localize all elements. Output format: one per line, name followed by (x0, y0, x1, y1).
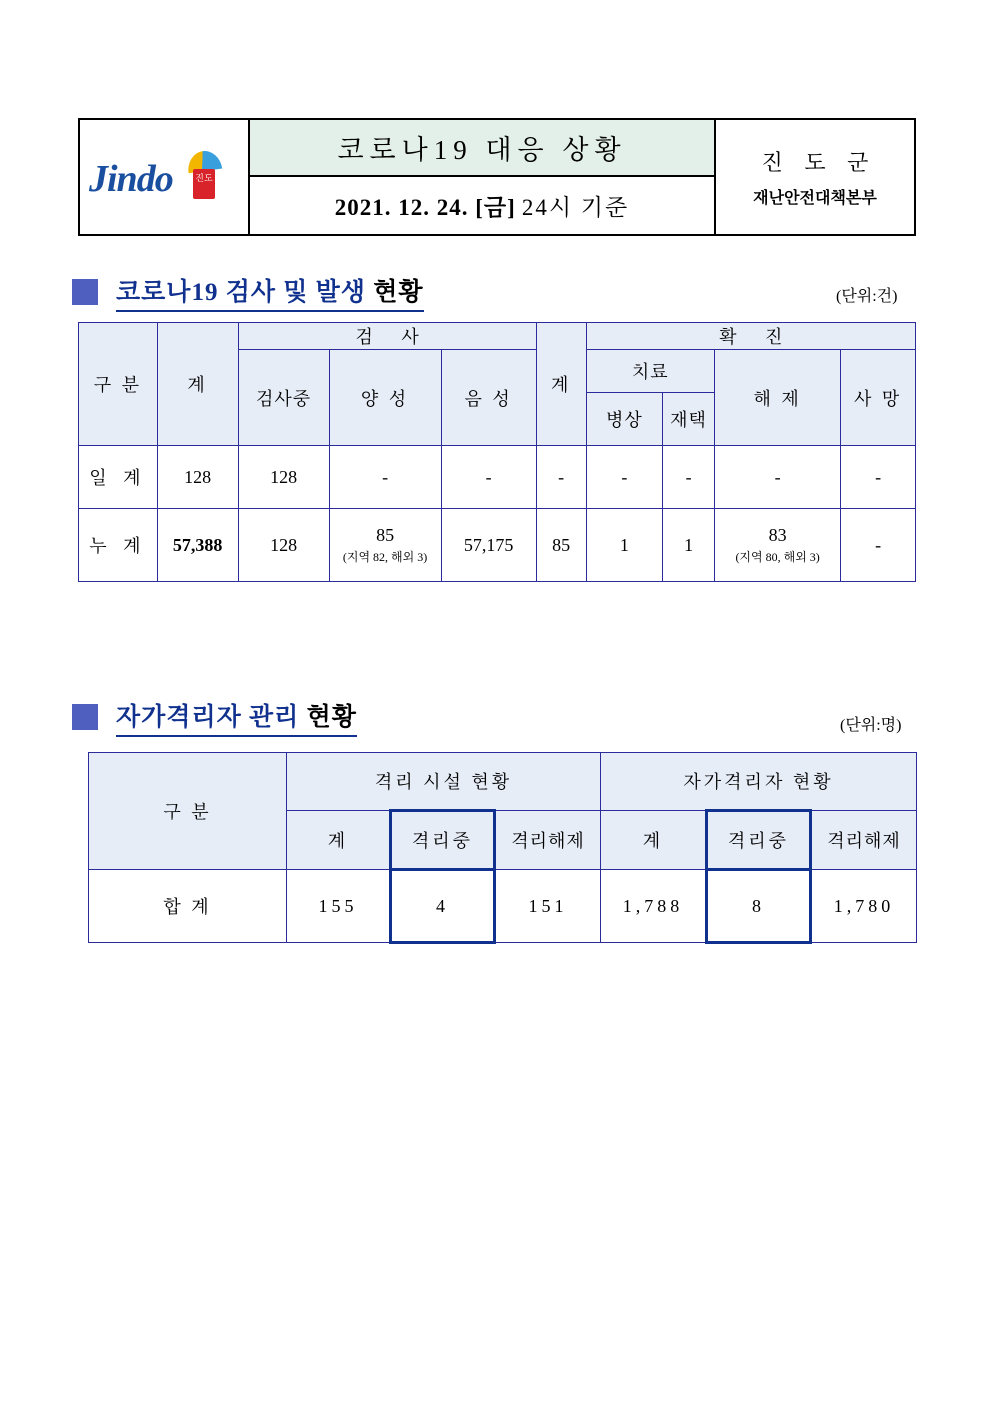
section1-title: 코로나19 검사 및 발생 현황 (116, 272, 424, 312)
cell-cum-positive-note: (지역 82, 해외 3) (342, 550, 428, 564)
th-confirm-group: 확 진 (586, 323, 915, 350)
issuer-org: 진 도 군 (761, 150, 877, 175)
logo-badge-icon (193, 169, 215, 199)
cell-cum-total: 57,388 (157, 509, 238, 582)
logo-text: Jindo (89, 158, 173, 200)
th-home: 재택 (663, 393, 715, 446)
th-testing: 검사중 (238, 350, 329, 446)
cell-cum-confirm-total: 85 (536, 509, 586, 582)
cell-cum-release-note: (지역 80, 해외 3) (735, 550, 820, 564)
cell-cum-release (714, 509, 840, 582)
th-confirm-total: 계 (536, 323, 586, 446)
cell-cum-negative: 57,175 (441, 509, 536, 582)
row-label-cumulative: 누 계 (79, 509, 158, 582)
report-date: 2021. 12. 24. [금] (334, 195, 516, 220)
th-self-group: 자가격리자 현황 (601, 753, 917, 811)
th-bed: 병상 (586, 393, 663, 446)
cell-cum-positive (329, 509, 441, 582)
cell-cum-home: 1 (663, 509, 715, 582)
table-row (79, 509, 916, 582)
cell-facility-total: 155 (287, 870, 391, 943)
cell-cum-bed: 1 (586, 509, 663, 582)
jindo-logo (89, 147, 239, 207)
cell-self-released: 1,780 (811, 870, 917, 943)
cell-daily-home: - (663, 446, 715, 509)
th-facility-total: 계 (287, 811, 391, 870)
th-facility-isolating: 격리중 (391, 811, 495, 870)
th-total: 계 (157, 323, 238, 446)
cell-facility-isolating: 4 (391, 870, 495, 943)
cell-daily-total: 128 (157, 446, 238, 509)
cell-cum-death: - (841, 509, 916, 582)
quarantine-status-table (88, 752, 917, 944)
cell-daily-death: - (841, 446, 916, 509)
cell-daily-positive: - (329, 446, 441, 509)
th-gubun: 구 분 (79, 323, 158, 446)
th-death: 사 망 (841, 350, 916, 446)
cell-self-isolating: 8 (707, 870, 811, 943)
section2-bullet-icon (72, 704, 98, 730)
header-issuer (716, 120, 914, 234)
report-time-basis: 24시 기준 (521, 195, 630, 220)
th-facility-group: 격리 시설 현황 (287, 753, 601, 811)
table-header-row (79, 323, 916, 350)
header-center (250, 120, 716, 234)
cell-daily-confirm-total: - (536, 446, 586, 509)
th-facility-released: 격리해제 (495, 811, 601, 870)
section1-bullet-icon (72, 279, 98, 305)
th-test-group: 검 사 (238, 323, 536, 350)
cell-cum-positive-value: 85 (376, 525, 395, 545)
table-row (89, 870, 917, 943)
th-release: 해 제 (714, 350, 840, 446)
cell-self-total: 1,788 (601, 870, 707, 943)
section2-heading (72, 697, 357, 737)
table-row (79, 446, 916, 509)
section2-title: 자가격리자 관리 현황 (116, 697, 357, 737)
cell-cum-testing: 128 (238, 509, 329, 582)
section2-unit: (단위:명) (840, 717, 902, 734)
logo-badge-label: 진도 (195, 173, 213, 183)
th-negative: 음 성 (441, 350, 536, 446)
cell-daily-bed: - (586, 446, 663, 509)
cell-cum-release-value: 83 (768, 525, 787, 545)
th-treat: 치료 (586, 350, 714, 393)
report-datetime (250, 177, 714, 234)
cell-daily-testing: 128 (238, 446, 329, 509)
cell-daily-negative: - (441, 446, 536, 509)
th-positive: 양 성 (329, 350, 441, 446)
logo-cell (80, 120, 250, 234)
th-q-gubun: 구 분 (89, 753, 287, 870)
row-label-sum: 합 계 (89, 870, 287, 943)
page-title: 코로나19 대응 상황 (250, 120, 714, 177)
document-header (78, 118, 916, 236)
section1-unit: (단위:건) (836, 288, 898, 305)
cell-daily-release: - (714, 446, 840, 509)
th-self-released: 격리해제 (811, 811, 917, 870)
th-self-isolating: 격리중 (707, 811, 811, 870)
section1-heading (72, 272, 424, 312)
table-header-row (89, 753, 917, 811)
th-self-total: 계 (601, 811, 707, 870)
issuer-dept: 재난안전대책본부 (753, 190, 877, 207)
covid-test-status-table (78, 322, 916, 582)
cell-facility-released: 151 (495, 870, 601, 943)
row-label-daily: 일 계 (79, 446, 158, 509)
